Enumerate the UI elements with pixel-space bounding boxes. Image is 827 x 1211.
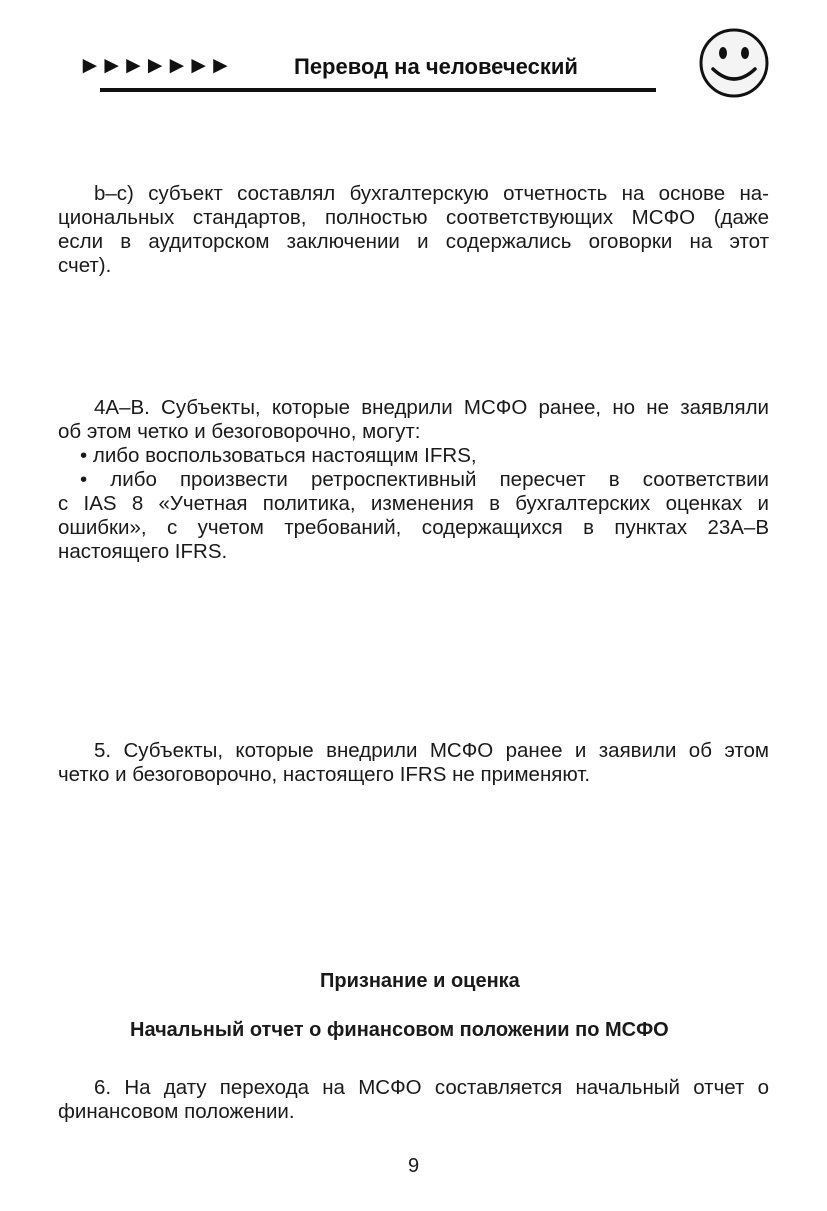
paragraph-5 [58, 739, 769, 787]
text-line: об этом четко и безоговорочно, могут: [58, 420, 421, 443]
text-line: ошибки», с учетом требований, содержащихся в пунктах 23А–В [58, 516, 769, 539]
text-line: если в аудиторском заключении и содержались оговорки на этот [58, 230, 769, 253]
text-line: 4А–В. Субъекты, которые внедрили МСФО ранее, но не заявляли [94, 396, 769, 419]
text-line: 6. На дату перехода на МСФО составляется начальный отчет о [94, 1076, 769, 1099]
bullet-item: • либо воспользоваться настоящим IFRS, [80, 444, 477, 467]
text-line: с IAS 8 «Учетная политика, изменения в бухгалтерских оценках и [58, 492, 769, 515]
paragraph-4ab [58, 396, 769, 564]
bullet-item: • либо произвести ретроспективный пересчет в соответствии [80, 468, 769, 491]
text-line: счет). [58, 254, 112, 277]
smiley-face-icon [697, 26, 771, 100]
text-line: четко и безоговорочно, настоящего IFRS не применяют. [58, 763, 591, 786]
section-heading: Признание и оценка [320, 970, 520, 992]
text-line: циональных стандартов, полностью соответствующих МСФО (даже [58, 206, 769, 229]
running-header-title: Перевод на человеческий [294, 54, 578, 79]
paragraph-bc [58, 182, 769, 278]
text-line: 5. Субъекты, которые внедрили МСФО ранее и заявили об этом [94, 739, 769, 762]
header-arrows: ►►►►►►► [78, 52, 231, 79]
text-line: настоящего IFRS. [58, 540, 228, 563]
text-line: финансовом положении. [58, 1100, 295, 1123]
page-number: 9 [407, 1155, 420, 1177]
subsection-heading: Начальный отчет о финансовом положении по МСФО [130, 1019, 669, 1041]
header-rule [100, 88, 656, 92]
paragraph-6 [58, 1076, 769, 1124]
text-line: b–c) субъект составлял бухгалтерскую отчетность на основе на- [94, 182, 769, 205]
